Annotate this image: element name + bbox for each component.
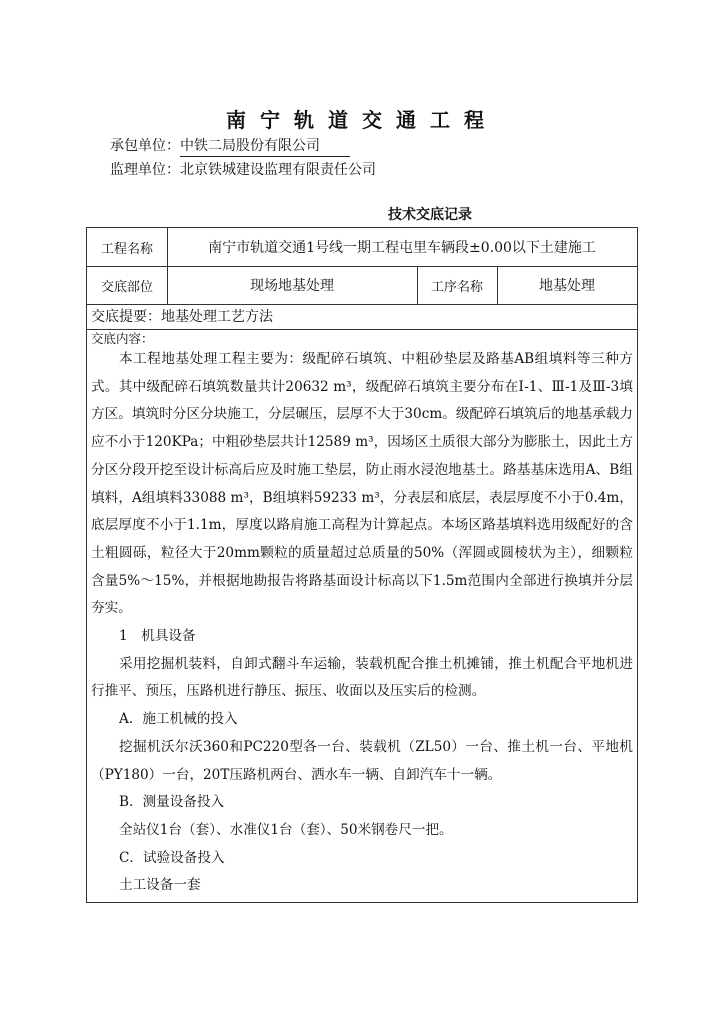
- divider: [87, 329, 637, 330]
- project-name-value: 南宁市轨道交通1号线一期工程屯里车辆段±0.00以下土建施工: [208, 240, 596, 256]
- supervisor-value: 北京铁城建设监理有限责任公司: [180, 162, 376, 178]
- part-value: 现场地基处理: [250, 278, 334, 294]
- record-title: 技术交底记录: [388, 207, 472, 223]
- disclosure-form: [86, 227, 638, 903]
- subsection-heading: A．施工机械的投入: [119, 711, 238, 728]
- divider: [87, 304, 637, 305]
- content-paragraph: 全站仪1台（套）、水准仪1台（套）、50米钢卷尺一把。: [119, 821, 453, 838]
- content-paragraph: 本工程地基处理工程主要为：级配碎石填筑、中粗砂垫层及路基AB组填料等三种方式。其中级配碎石填筑数量共计20632 m³，级配碎石填筑主要分布在Ⅰ-1、Ⅲ-1及Ⅲ-3填方区。填筑时分区分块施工，分层碾压，层厚不大于30cm。级配碎石填筑后的地基承载力应不小于120KPa；中粗砂垫层共计12589 m³，因场区土质很大部分为膨胀土，因此土方分区分段开挖至设计标高后应及时施工垫层，防止雨水浸泡地基土。路基基床选用A、B组填料，A组填料33088 m³，B组填料59233 m³，分表层和底层，表层厚度不小于0.4m，底层厚度不小于1.1m，厚度以路肩施工高程为计算起点。本场区路基填料选用级配好的含土粗圆砾，粒径大于20mm颗粒的质量超过总质量的50%（浑圆或圆棱状为主），细颗粒含量5%～15%，并根据地勘报告将路基面设计标高以下1.5m范围内全部进行换填并分层夯实。: [91, 351, 633, 617]
- supervisor-line: [110, 160, 376, 180]
- project-title: 南宁轨道交通工程: [226, 108, 498, 132]
- disclosure-summary: 交底提要：地基处理工艺方法: [91, 309, 273, 325]
- contractor-value: 中铁二局股份有限公司: [180, 136, 350, 157]
- content-paragraph: 土工设备一套: [119, 877, 201, 894]
- process-label: 工序名称: [430, 279, 483, 295]
- project-name-label: 工程名称: [100, 241, 153, 257]
- section-heading: 1 机具设备: [119, 628, 196, 645]
- content-label: 交底内容：: [91, 331, 154, 346]
- subsection-heading: B．测量设备投入: [119, 794, 225, 811]
- content-paragraph: 采用挖掘机装料，自卸式翻斗车运输，装载机配合推土机摊铺，推土机配合平地机进行推平、预压，压路机进行静压、振压、收面以及压实后的检测。: [91, 655, 633, 700]
- process-value: 地基处理: [539, 278, 595, 294]
- contractor-line: [110, 136, 350, 156]
- supervisor-label: 监理单位：: [110, 162, 180, 178]
- part-label: 交底部位: [100, 279, 153, 295]
- contractor-label: 承包单位：: [110, 138, 180, 154]
- subsection-heading: C．试验设备投入: [119, 849, 225, 866]
- disclosure-content: [91, 346, 633, 900]
- content-paragraph: 挖掘机沃尔沃360和PC220型各一台、装载机（ZL50）一台、推土机一台、平地机（PY180）一台，20T压路机两台、洒水车一辆、自卸汽车十一辆。: [91, 738, 633, 783]
